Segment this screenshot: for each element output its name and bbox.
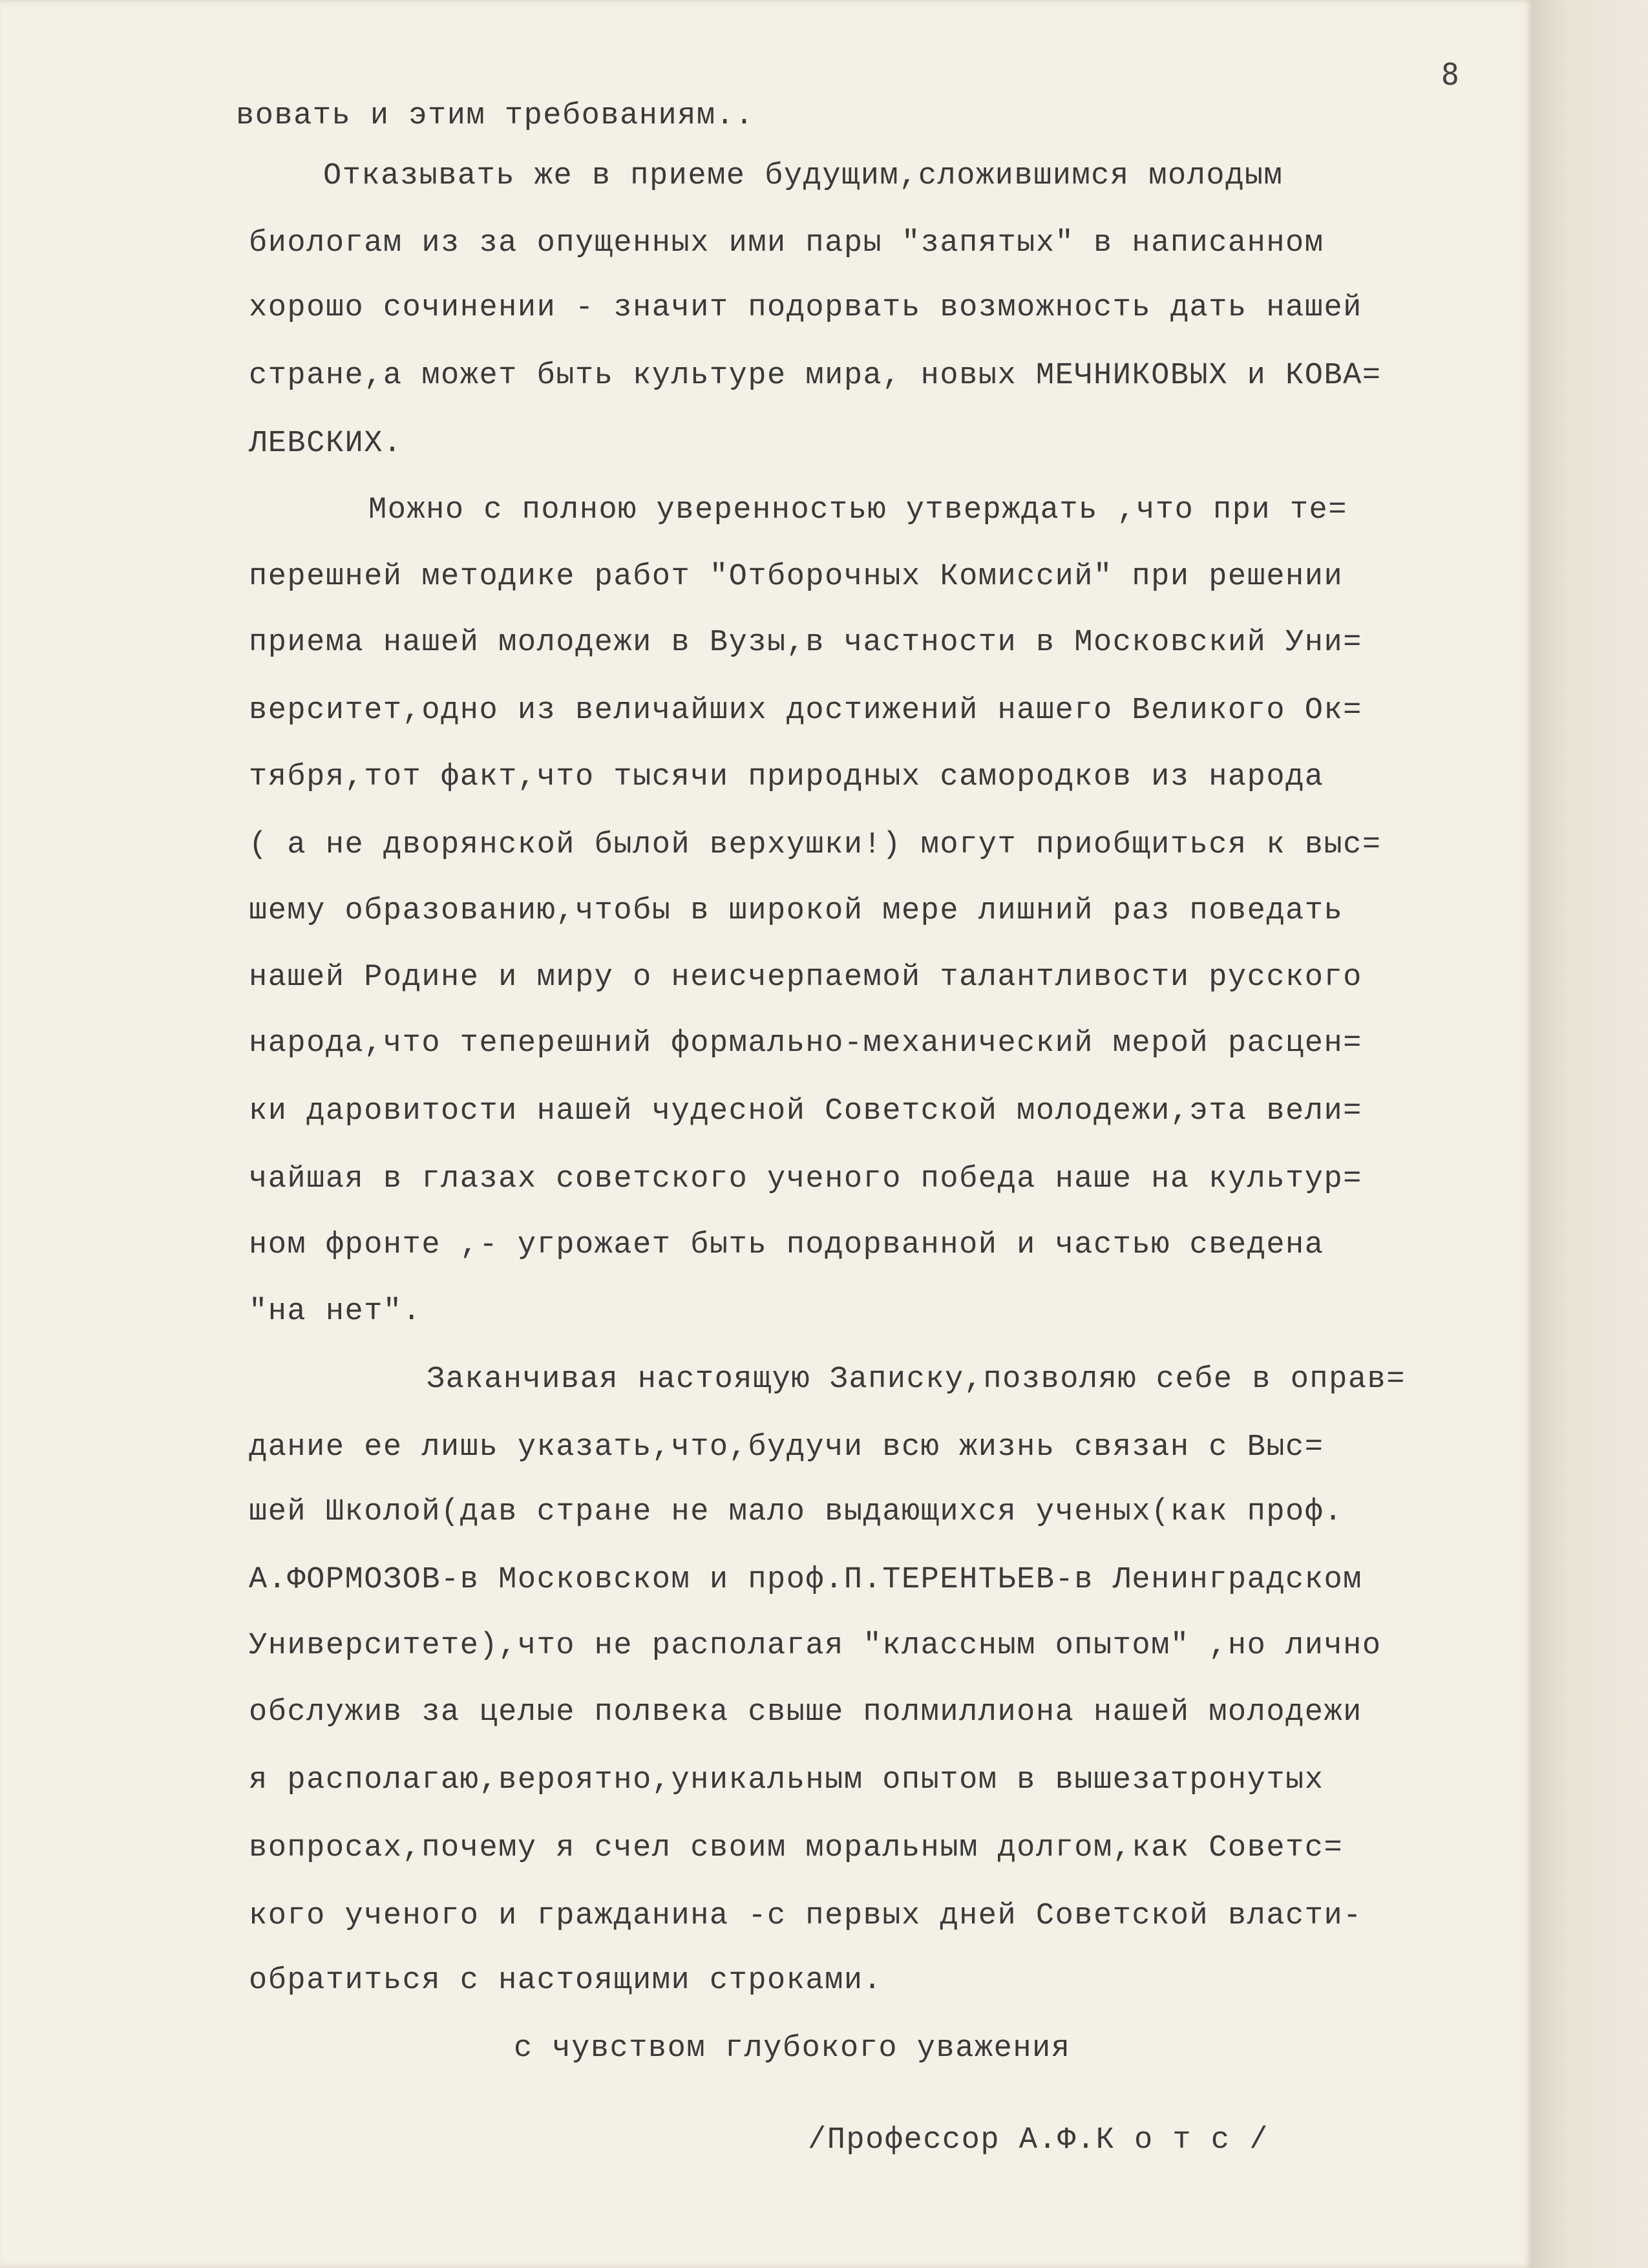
text-line: чайшая в глазах советского ученого победа наше на культур= [249, 1162, 1362, 1196]
text-line-left: Отказывать же в приеме будущим,сложившимся молодым [323, 159, 1284, 193]
text-line: верситет,одно из величайших достижений нашего Великого Ок= [249, 694, 1362, 728]
text-line: Можно с полною уверенностью утверждать ,что при те= [368, 493, 1347, 527]
text-line: "на нет". [249, 1295, 422, 1329]
text-line: обратиться с настоящими строками. [249, 1964, 883, 1998]
text-line: народа,что теперешний формально-механический мерой расцен= [249, 1026, 1362, 1061]
text-line: обслужив за целые полвека свыше полмиллиона нашей молодежи [249, 1695, 1362, 1730]
text-line: перешней методике работ "Отборочных Комиссий" при решении [249, 560, 1344, 594]
text-line: вовать и этим требованиям.. [236, 99, 755, 133]
text-line [323, 144, 1402, 209]
closing-line: с чувством глубокого уважения [514, 2031, 1071, 2066]
page-number: 8 [1441, 57, 1459, 92]
text-line: А.ФОРМОЗОВ-в Московском и проф.П.ТЕРЕНТЬЕВ-в Ленинградском [249, 1563, 1362, 1597]
text-line: Заканчивая настоящую Записку,позволяю себе в оправ= [427, 1362, 1406, 1397]
text-line: хорошо сочинении - значит подорвать возможность дать нашей [249, 291, 1362, 325]
text-line: тября,тот факт,что тысячи природных самородков из народа [249, 760, 1324, 794]
text-line: шей Школой(дав стране не мало выдающихся ученых(как проф. [249, 1495, 1344, 1529]
signature-line: /Профессор А.Ф.К о т с / [808, 2123, 1269, 2157]
text-line: ЛЕВСКИХ. [249, 427, 403, 461]
page-edge [1533, 0, 1648, 2268]
text-line: кого ученого и гражданина -с первых дней Советской власти- [249, 1899, 1362, 1933]
text-line: нашей Родине и миру о неисчерпаемой талантливости русского [249, 960, 1362, 995]
text-line: приема нашей молодежи в Вузы,в частности в Московский Уни= [249, 626, 1362, 660]
text-line: шему образованию,чтобы в широкой мере лишний раз поведать [249, 894, 1344, 928]
text-line: стране,а может быть культуре мира, новых МЕЧНИКОВЫХ и КОВА= [249, 359, 1382, 393]
text-line: ( а не дворянской былой верхушки!) могут приобщиться к выс= [249, 828, 1382, 862]
text-line: ки даровитости нашей чудесной Советской молодежи,эта вели= [249, 1094, 1362, 1129]
text-line: дание ее лишь указать,что,будучи всю жизнь связан с Выс= [249, 1430, 1324, 1465]
text-line: Университете),что не располагая "классным опытом" ,но лично [249, 1629, 1382, 1663]
text-line: биологам из за опущенных ими пары "запятых" в написанном [249, 226, 1324, 260]
text-line: ном фронте ,- угрожает быть подорванной и частью сведена [249, 1228, 1324, 1262]
text-line: вопросах,почему я счел своим моральным долгом,как Советс= [249, 1831, 1344, 1865]
text-line: я располагаю,вероятно,уникальным опытом в вышезатронутых [249, 1763, 1324, 1797]
